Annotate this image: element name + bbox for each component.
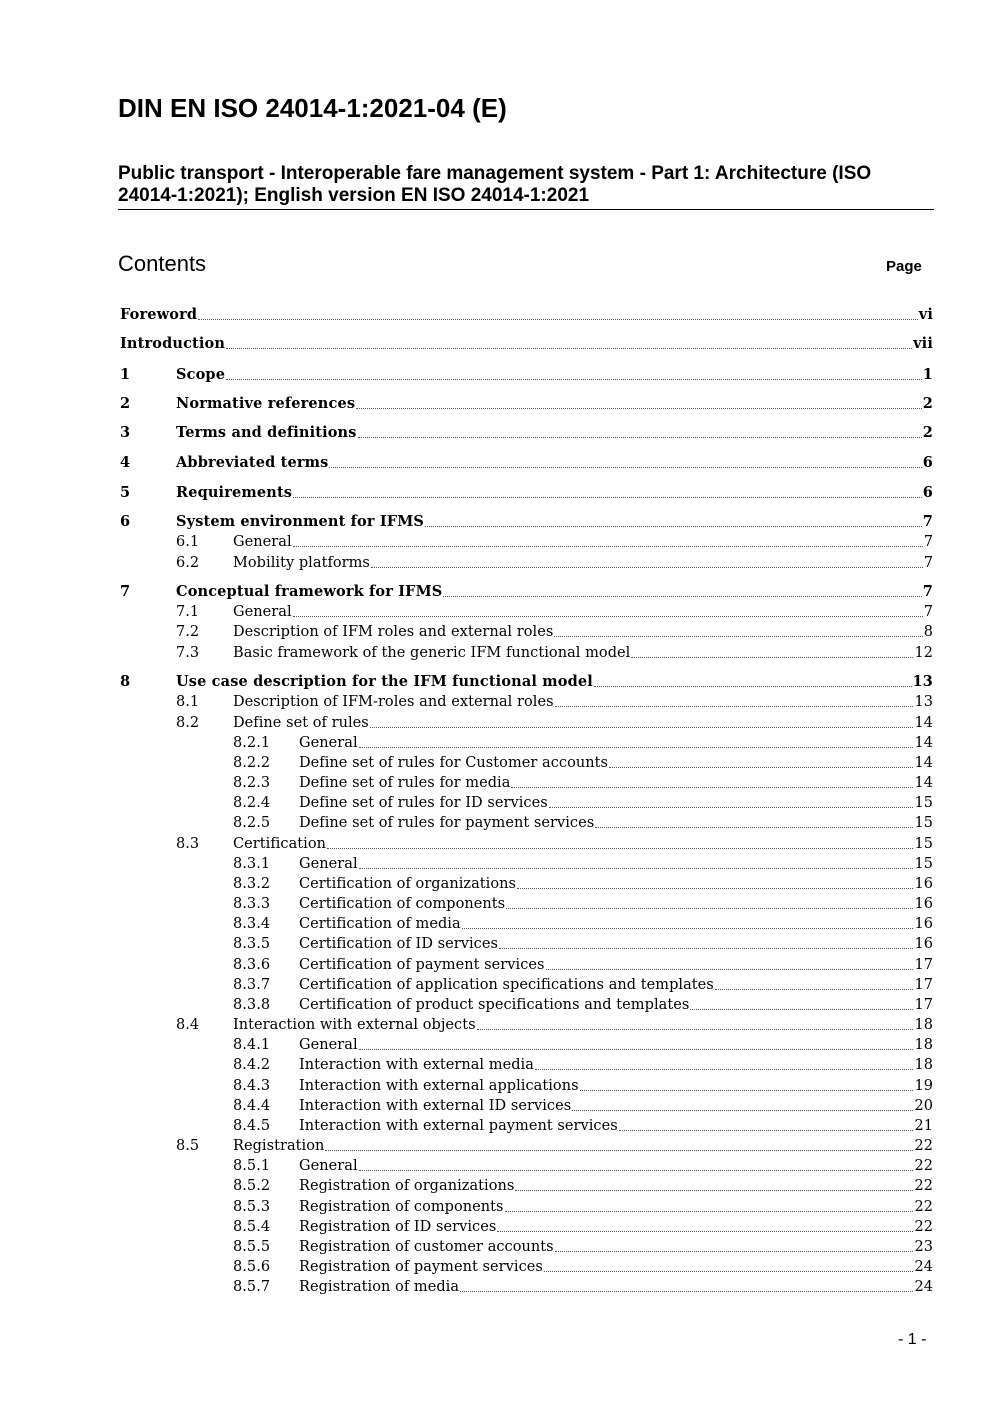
toc-entry-title: System environment for IFMS <box>176 513 425 530</box>
toc-entry-number: 8.5 <box>176 1138 200 1154</box>
toc-dot-leader <box>198 318 918 320</box>
toc-entry[interactable] <box>176 834 933 854</box>
toc-entry[interactable] <box>233 793 933 813</box>
toc-entry-page: 1 <box>922 366 933 383</box>
toc-dot-leader <box>499 947 913 949</box>
toc-entry[interactable] <box>233 955 933 975</box>
toc-dot-leader <box>370 726 914 728</box>
toc-entry-number: 8.3.2 <box>233 876 271 892</box>
toc-entry[interactable] <box>233 1116 933 1136</box>
toc-dot-leader <box>572 1109 913 1111</box>
toc-entry-title: General <box>299 1158 358 1174</box>
document-title: DIN EN ISO 24014-1:2021-04 (E) <box>118 93 507 123</box>
toc-entry-page: 22 <box>914 1158 933 1174</box>
toc-entry-page: 8 <box>923 624 933 640</box>
toc-entry-page: 17 <box>914 997 933 1013</box>
toc-entry-title: Interaction with external objects <box>233 1017 476 1033</box>
page-column-label: Page <box>886 258 922 275</box>
toc-entry-number: 8.5.7 <box>233 1279 271 1295</box>
toc-entry-number: 8.5.4 <box>233 1219 271 1235</box>
toc-entry[interactable] <box>176 622 933 642</box>
toc-entry[interactable] <box>120 453 933 473</box>
toc-entry[interactable] <box>233 1055 933 1075</box>
toc-entry-page: 19 <box>914 1078 933 1094</box>
toc-entry-title: Certification of components <box>299 896 506 912</box>
toc-entry[interactable] <box>176 553 933 573</box>
toc-entry-number: 8.2.3 <box>233 775 271 791</box>
toc-dot-leader <box>329 466 921 468</box>
toc-entry-number: 8.2 <box>176 715 200 731</box>
toc-dot-leader <box>293 615 923 617</box>
toc-entry-page: 22 <box>914 1178 933 1194</box>
toc-entry-number: 8.2.5 <box>233 815 271 831</box>
toc-dot-leader <box>443 595 921 597</box>
toc-entry-number: 1 <box>120 366 131 383</box>
toc-dot-leader <box>544 1270 914 1272</box>
toc-entry[interactable] <box>233 854 933 874</box>
toc-dot-leader <box>359 1048 914 1050</box>
toc-entry-number: 8.5.6 <box>233 1259 271 1275</box>
toc-entry-number: 8.5.1 <box>233 1158 271 1174</box>
toc-entry-title: Requirements <box>176 484 293 501</box>
toc-entry-number: 8.3.7 <box>233 977 271 993</box>
toc-dot-leader <box>555 705 914 707</box>
toc-dot-leader <box>549 806 914 808</box>
toc-dot-leader <box>715 988 914 990</box>
toc-entry[interactable] <box>233 934 933 954</box>
toc-entry-page: 22 <box>914 1199 933 1215</box>
toc-entry-title: Define set of rules for ID services <box>299 795 548 811</box>
toc-entry-title: Interaction with external ID services <box>299 1098 572 1114</box>
toc-dot-leader <box>517 887 913 889</box>
toc-entry-number: 8.4.5 <box>233 1118 271 1134</box>
toc-entry[interactable] <box>120 394 933 414</box>
toc-dot-leader <box>555 1250 914 1252</box>
toc-entry-number: 8.3.3 <box>233 896 271 912</box>
toc-entry-title: Certification of application specifications and templates <box>299 977 714 993</box>
toc-entry[interactable] <box>233 753 933 773</box>
toc-entry-number: 8.3.1 <box>233 856 271 872</box>
toc-entry[interactable] <box>233 995 933 1015</box>
toc-entry-number: 6.1 <box>176 534 200 550</box>
toc-entry-page: 18 <box>914 1017 933 1033</box>
toc-dot-leader <box>515 1189 913 1191</box>
toc-entry-title: General <box>299 1037 358 1053</box>
toc-dot-leader <box>226 347 912 349</box>
toc-entry-page: 21 <box>914 1118 933 1134</box>
toc-entry-title: Interaction with external applications <box>299 1078 579 1094</box>
toc-entry-page: 7 <box>923 604 933 620</box>
toc-entry[interactable] <box>120 365 933 385</box>
toc-dot-leader <box>477 1028 914 1030</box>
toc-entry-page: vi <box>918 306 933 323</box>
toc-entry-page: 6 <box>922 454 933 471</box>
toc-dot-leader <box>293 496 922 498</box>
toc-entry[interactable] <box>233 1176 933 1196</box>
toc-entry[interactable] <box>176 532 933 552</box>
toc-entry-number: 8.5.3 <box>233 1199 271 1215</box>
toc-dot-leader <box>226 378 922 380</box>
toc-entry-number: 7 <box>120 583 131 600</box>
toc-entry[interactable] <box>233 1096 933 1116</box>
toc-entry-page: 7 <box>923 555 933 571</box>
toc-entry-title: Conceptual framework for IFMS <box>176 583 443 600</box>
toc-dot-leader <box>535 1068 914 1070</box>
toc-dot-leader <box>595 826 913 828</box>
footer-page-number: - 1 - <box>898 1331 927 1348</box>
toc-entry-number: 2 <box>120 395 131 412</box>
toc-entry-number: 8.3.4 <box>233 916 271 932</box>
toc-dot-leader <box>497 1230 913 1232</box>
toc-entry-page: 2 <box>922 395 933 412</box>
toc-entry-number: 6.2 <box>176 555 200 571</box>
toc-entry-title: Description of IFM roles and external roles <box>233 624 554 640</box>
toc-dot-leader <box>356 407 922 409</box>
toc-entry-page: 20 <box>914 1098 933 1114</box>
toc-dot-leader <box>425 525 922 527</box>
toc-entry-title: Registration of payment services <box>299 1259 543 1275</box>
toc-entry[interactable] <box>176 1136 933 1156</box>
toc-entry[interactable] <box>233 773 933 793</box>
toc-dot-leader <box>460 1290 913 1292</box>
toc-entry-page: 14 <box>914 715 933 731</box>
toc-dot-leader <box>359 867 914 869</box>
toc-entry[interactable] <box>233 1217 933 1237</box>
toc-entry[interactable] <box>233 1197 933 1217</box>
toc-entry-number: 3 <box>120 424 131 441</box>
toc-dot-leader <box>359 746 914 748</box>
toc-entry-page: 22 <box>914 1219 933 1235</box>
toc-entry-page: 15 <box>914 815 933 831</box>
toc-entry-page: 17 <box>914 957 933 973</box>
toc-dot-leader <box>619 1129 914 1131</box>
toc-entry-title: Introduction <box>120 335 226 352</box>
toc-entry-page: 2 <box>922 424 933 441</box>
toc-entry[interactable] <box>233 1156 933 1176</box>
toc-entry-page: 24 <box>914 1259 933 1275</box>
toc-entry[interactable] <box>120 483 933 503</box>
toc-entry-title: Define set of rules for Customer accounts <box>299 755 608 771</box>
toc-entry-number: 4 <box>120 454 131 471</box>
toc-entry-number: 8.2.1 <box>233 735 271 751</box>
toc-entry-page: 7 <box>922 513 933 530</box>
toc-entry[interactable] <box>120 334 933 354</box>
toc-entry[interactable] <box>120 672 933 692</box>
toc-entry-page: 15 <box>914 856 933 872</box>
toc-entry-number: 7.1 <box>176 604 200 620</box>
toc-entry-page: 18 <box>914 1057 933 1073</box>
toc-dot-leader <box>580 1089 914 1091</box>
toc-dot-leader <box>594 685 912 687</box>
toc-entry-title: Description of IFM-roles and external roles <box>233 694 554 710</box>
toc-entry-title: Registration of ID services <box>299 1219 497 1235</box>
toc-entry-number: 8.2.2 <box>233 755 271 771</box>
toc-entry-title: Abbreviated terms <box>176 454 329 471</box>
toc-entry-title: Registration <box>233 1138 325 1154</box>
toc-entry-title: Registration of media <box>299 1279 460 1295</box>
toc-dot-leader <box>631 656 913 658</box>
toc-entry-number: 5 <box>120 484 131 501</box>
toc-dot-leader <box>609 766 913 768</box>
toc-entry-number: 8.5.5 <box>233 1239 271 1255</box>
toc-entry-page: 13 <box>914 694 933 710</box>
toc-entry-page: 15 <box>914 836 933 852</box>
toc-entry-title: Mobility platforms <box>233 555 370 571</box>
toc-entry-number: 8.4.3 <box>233 1078 271 1094</box>
toc-dot-leader <box>554 635 922 637</box>
toc-entry-page: 18 <box>914 1037 933 1053</box>
toc-entry-page: 16 <box>914 936 933 952</box>
toc-entry-title: Certification of product specifications and templates <box>299 997 690 1013</box>
toc-entry-page: 13 <box>912 673 933 690</box>
toc-entry[interactable] <box>233 1035 933 1055</box>
toc-entry-title: Certification <box>233 836 327 852</box>
toc-entry[interactable] <box>233 1076 933 1096</box>
toc-entry[interactable] <box>120 423 933 443</box>
toc-entry-page: 23 <box>914 1239 933 1255</box>
toc-entry-number: 8.5.2 <box>233 1178 271 1194</box>
toc-dot-leader <box>462 927 914 929</box>
toc-entry-number: 8.2.4 <box>233 795 271 811</box>
toc-entry[interactable] <box>233 874 933 894</box>
toc-entry-title: Scope <box>176 366 226 383</box>
toc-entry-title: Certification of payment services <box>299 957 545 973</box>
toc-entry[interactable] <box>120 582 933 602</box>
toc-entry-title: Registration of organizations <box>299 1178 515 1194</box>
toc-entry[interactable] <box>233 1257 933 1277</box>
toc-entry-title: Foreword <box>120 306 198 323</box>
toc-entry[interactable] <box>233 914 933 934</box>
toc-entry-number: 7.3 <box>176 645 200 661</box>
toc-entry-number: 8.4.1 <box>233 1037 271 1053</box>
toc-entry[interactable] <box>120 305 933 325</box>
toc-entry-title: Certification of organizations <box>299 876 517 892</box>
toc-entry-number: 8.1 <box>176 694 200 710</box>
toc-entry-title: Define set of rules for payment services <box>299 815 595 831</box>
toc-entry[interactable] <box>233 975 933 995</box>
toc-entry-title: General <box>233 534 292 550</box>
toc-entry-page: 22 <box>914 1138 933 1154</box>
toc-entry-title: Certification of media <box>299 916 461 932</box>
toc-entry-title: Certification of ID services <box>299 936 498 952</box>
toc-entry-number: 8.3.5 <box>233 936 271 952</box>
toc-entry[interactable] <box>233 1237 933 1257</box>
toc-entry[interactable] <box>233 894 933 914</box>
toc-entry-number: 8.4 <box>176 1017 200 1033</box>
toc-entry[interactable] <box>176 1015 933 1035</box>
toc-dot-leader <box>546 968 914 970</box>
toc-entry-page: 14 <box>914 775 933 791</box>
toc-entry-page: 17 <box>914 977 933 993</box>
document-subtitle: Public transport - Interoperable fare management system - Part 1: Architecture (ISO 24014-1:2021); English version EN ISO 24014-1:2021 <box>118 163 934 210</box>
toc-entry-page: 15 <box>914 795 933 811</box>
toc-entry-page: 7 <box>923 534 933 550</box>
toc-entry[interactable] <box>233 813 933 833</box>
toc-entry-page: 7 <box>922 583 933 600</box>
toc-entry[interactable] <box>176 602 933 622</box>
toc-entry-page: 24 <box>914 1279 933 1295</box>
toc-entry-title: Interaction with external payment services <box>299 1118 618 1134</box>
toc-entry-page: 14 <box>914 735 933 751</box>
toc-dot-leader <box>505 1210 914 1212</box>
toc-dot-leader <box>293 545 923 547</box>
toc-entry-number: 7.2 <box>176 624 200 640</box>
toc-entry-page: 16 <box>914 896 933 912</box>
toc-dot-leader <box>511 786 913 788</box>
toc-entry-number: 8 <box>120 673 131 690</box>
toc-entry-number: 8.4.4 <box>233 1098 271 1114</box>
toc-entry-number: 8.3.8 <box>233 997 271 1013</box>
toc-entry-number: 6 <box>120 513 131 530</box>
toc-entry-title: Use case description for the IFM functional model <box>176 673 593 690</box>
toc-entry[interactable] <box>176 643 933 663</box>
toc-entry-title: General <box>299 856 358 872</box>
toc-dot-leader <box>690 1008 913 1010</box>
toc-entry-number: 8.3 <box>176 836 200 852</box>
toc-entry-page: vii <box>913 335 933 352</box>
toc-entry-title: Registration of customer accounts <box>299 1239 554 1255</box>
toc-entry-number: 8.3.6 <box>233 957 271 973</box>
toc-entry-title: General <box>299 735 358 751</box>
toc-entry-title: Registration of components <box>299 1199 504 1215</box>
toc-entry[interactable] <box>176 692 933 712</box>
toc-entry-title: Define set of rules <box>233 715 369 731</box>
toc-entry[interactable] <box>120 512 933 532</box>
toc-dot-leader <box>325 1149 913 1151</box>
toc-entry-title: General <box>233 604 292 620</box>
toc-entry-number: 8.4.2 <box>233 1057 271 1073</box>
toc-dot-leader <box>506 907 913 909</box>
toc-entry-title: Normative references <box>176 395 356 412</box>
toc-entry[interactable] <box>176 713 933 733</box>
toc-entry-page: 12 <box>914 645 933 661</box>
toc-dot-leader <box>358 436 922 438</box>
toc-dot-leader <box>327 847 913 849</box>
toc-entry-title: Basic framework of the generic IFM functional model <box>233 645 631 661</box>
toc-entry-title: Define set of rules for media <box>299 775 511 791</box>
toc-entry-page: 16 <box>914 916 933 932</box>
toc-entry[interactable] <box>233 1277 933 1297</box>
toc-entry-page: 6 <box>922 484 933 501</box>
contents-heading: Contents <box>118 251 207 276</box>
toc-entry-title: Interaction with external media <box>299 1057 534 1073</box>
toc-entry-page: 16 <box>914 876 933 892</box>
toc-dot-leader <box>359 1169 914 1171</box>
toc-entry[interactable] <box>233 733 933 753</box>
toc-entry-title: Terms and definitions <box>176 424 357 441</box>
toc-entry-page: 14 <box>914 755 933 771</box>
toc-dot-leader <box>371 566 923 568</box>
